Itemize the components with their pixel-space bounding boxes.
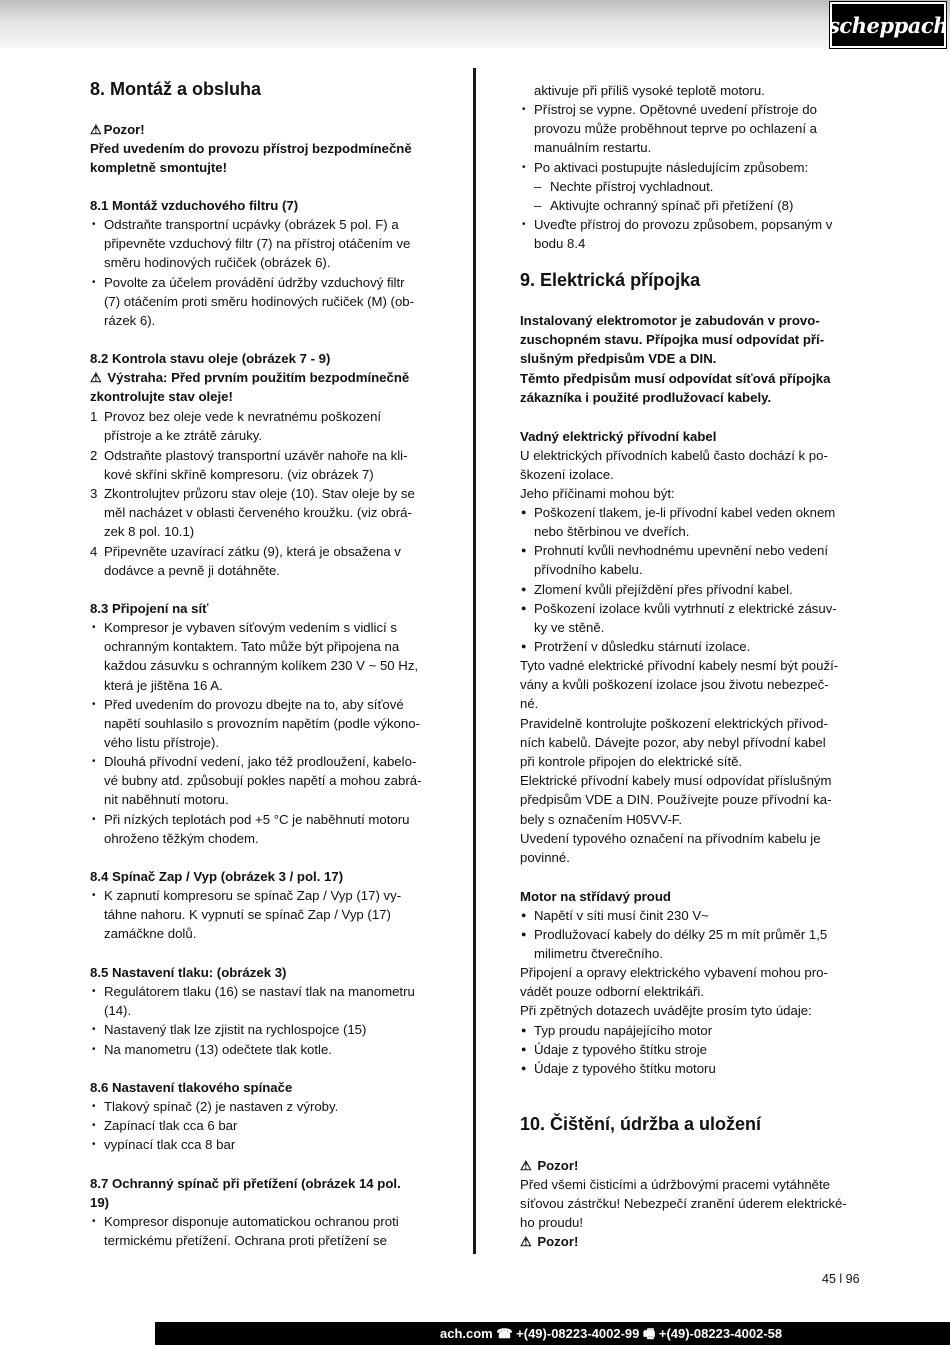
- defective-cable-notes: Tyto vadné elektrické přívodní kabely nesmí být použí- vány a kvůli poškození izolace jsou životu nebezpeč- né. Pravidelně kontrolujte poškození elektrických přívod- ních kabelů. Dávejte pozor, aby nebyl přívodní kabel při kontrole připojen do elektrické sítě. Elektrické přívodní kabely musí odpovídat příslušným předpisům VDE a DIN. Používejte pouze přívodní ka- bely s označením H05VV-F. Uvedení typového označení na přívodním kabelu je povinné.: [520, 658, 839, 866]
- warning-icon: ⚠: [520, 1158, 532, 1173]
- section-9-title: 9. Elektrická přípojka: [520, 270, 701, 290]
- warning-icon: ⚠: [90, 122, 102, 137]
- footer-bar: [0, 1322, 950, 1345]
- footer-blank: [0, 1322, 155, 1345]
- section-8-1-title: 8.1 Montáž vzduchového filtru (7): [90, 198, 299, 213]
- attention-text: Před uvedením do provozu přístroj bezpodmínečně kompletně smontujte!: [90, 141, 412, 176]
- section-8-2-title: 8.2 Kontrola stavu oleje (obrázek 7 - 9): [90, 351, 331, 366]
- section-8-6-bullet: • vypínací tlak cca 8 bar: [90, 1135, 430, 1154]
- ac-motor-item: ● Údaje z typového štítku stroje: [520, 1040, 845, 1059]
- overload-bullet: • Uveďte přístroj do provozu způsobem, popsaným v bodu 8.4: [520, 215, 845, 253]
- brand-logo: [830, 2, 946, 48]
- oil-step: 3 Zkontrolujtev průzoru stav oleje (10). Stav oleje by se měl nacházet v oblasti červeného kroužku. (viz obrá- zek 8 pol. 10.1): [90, 486, 415, 540]
- overload-dash-item: – Aktivujte ochranný spínač při přetížení (8): [520, 196, 845, 215]
- section-10-text: Před všemi čisticími a údržbovými pracemi vytáhněte síťovou zástrčku! Nebezpečí zranění úderem elektrické- ho proudu!: [520, 1177, 847, 1231]
- section-8-title: 8. Montáž a obsluha: [90, 79, 262, 99]
- ac-motor-text: Připojení a opravy elektrického vybavení mohou pro- vádět pouze odborní elektrikáři. Při zpětných dotazech uvádějte prosím tyto údaje:: [520, 965, 828, 1019]
- defective-cable-item: ● Prohnutí kvůli nevhodnému upevnění nebo vedení přívodního kabelu.: [520, 541, 845, 579]
- ac-motor-item: ● Prodlužovací kabely do délky 25 m mít průměr 1,5 milimetru čtverečního.: [520, 925, 845, 963]
- footer-contact: ach.com ☎ +(49)-08223-4002-99 🖷 +(49)-08223-4002-58: [440, 1326, 783, 1341]
- ac-motor-title: Motor na střídavý proud: [520, 889, 671, 904]
- section-8-3-bullet: • Při nízkých teplotách pod +5 °C je naběhnutí motoru ohroženo těžkým chodem.: [90, 810, 430, 848]
- defective-cable-item: ● Poškození tlakem, je-li přívodní kabel veden oknem nebo štěrbinou ve dveřích.: [520, 503, 845, 541]
- defective-cable-text: U elektrických přívodních kabelů často dochází k po- škození izolace. Jeho příčinami mohou být:: [520, 448, 828, 502]
- section-8-5-title: 8.5 Nastavení tlaku: (obrázek 3): [90, 965, 287, 980]
- section-10-attention-2: ⚠ Pozor!: [520, 1234, 579, 1249]
- section-8-3-bullet: • Před uvedením do provozu dbejte na to, aby síťové napětí souhlasilo s provozním napětím (podle výkono- vého listu přístroje).: [90, 695, 430, 753]
- oil-step: 4 Připevněte uzavírací zátku (9), která je obsažena v dodávce a pevně ji dotáhněte.: [90, 544, 401, 579]
- section-8-7-title: 8.7 Ochranný spínač při přetížení (obrázek 14 pol. 19): [90, 1176, 401, 1211]
- section-8-6-title: 8.6 Nastavení tlakového spínače: [90, 1080, 293, 1095]
- ac-motor-item: ● Napětí v síti musí činit 230 V~: [520, 906, 845, 925]
- section-8-1-bullet: • Odstraňte transportní ucpávky (obrázek 5 pol. F) a připevněte vzduchový filtr (7) na přístroj otáčením ve směru hodinových ručiček (obrázek 6).: [90, 215, 430, 273]
- section-8-1-bullet: • Povolte za účelem provádění údržby vzduchový filtr (7) otáčením proti směru hodinových ručiček (M) (ob- rázek 6).: [90, 273, 430, 331]
- section-8-5-bullet: • Nastavený tlak lze zjistit na rychlospojce (15): [90, 1020, 430, 1039]
- section-8-3-title: 8.3 Připojení na síť: [90, 601, 209, 616]
- warning-icon: ⚠: [520, 1234, 532, 1249]
- defective-cable-item: ● Poškození izolace kvůli vytrhnutí z elektrické zásuv- ky ve stěně.: [520, 599, 845, 637]
- defective-cable-title: Vadný elektrický přívodní kabel: [520, 429, 717, 444]
- defective-cable-item: ● Zlomení kvůli přejíždění přes přívodní kabel.: [520, 580, 845, 599]
- section-8-3-bullet: • Kompresor je vybaven síťovým vedením s vidlicí s ochranným kontaktem. Tato může být připojena na každou zásuvku s ochranným kolíkem 230 V ~ 50 Hz, která je jištěna 16 A.: [90, 618, 430, 695]
- warning-icon: ⚠: [90, 370, 102, 385]
- page-number: 45 l 96: [822, 1272, 860, 1286]
- oil-warning: ⚠ Výstraha: Před prvním použitím bezpodmínečně zkontrolujte stav oleje!: [90, 370, 410, 405]
- column-divider: [473, 68, 476, 1254]
- section-8-4-title: 8.4 Spínač Zap / Vyp (obrázek 3 / pol. 17): [90, 869, 344, 884]
- continued-text: aktivuje při příliš vysoké teplotě motoru.: [534, 83, 765, 98]
- attention-heading: ⚠ Pozor!: [90, 122, 145, 137]
- overload-bullet: • Po aktivaci postupujte následujícím způsobem:: [520, 158, 845, 177]
- overload-bullet: • Přístroj se vypne. Opětovné uvedení přístroje do provozu může proběhnout teprve po ochlazení a manuálním restartu.: [520, 100, 845, 158]
- section-10-attention: ⚠ Pozor!: [520, 1158, 579, 1173]
- oil-step: 2 Odstraňte plastový transportní uzávěr nahoře na kli- kové skříni skříně kompresoru. (viz obrázek 7): [90, 448, 408, 483]
- header-band: [0, 0, 950, 48]
- section-8-5-bullet: • Regulátorem tlaku (16) se nastaví tlak na manometru (14).: [90, 982, 430, 1020]
- section-8-6-bullet: • Tlakový spínač (2) je nastaven z výroby.: [90, 1097, 430, 1116]
- brand-logo-text: scheppach: [828, 12, 948, 38]
- section-10-title: 10. Čištění, údržba a uložení: [520, 1114, 762, 1134]
- section-9-intro: Instalovaný elektromotor je zabudován v provo- zuschopném stavu. Přípojka musí odpovídat pří- slušným předpisům VDE a DIN. Těmto předpisům musí odpovídat síťová přípojka zákazníka i použité prodlužovací kabely.: [520, 313, 831, 405]
- ac-motor-item: ● Typ proudu napájejícího motor: [520, 1021, 845, 1040]
- defective-cable-item: ● Protržení v důsledku stárnutí izolace.: [520, 637, 845, 656]
- section-8-3-bullet: • Dlouhá přívodní vedení, jako též prodloužení, kabelo- vé bubny atd. způsobují pokles napětí a mohou zabrá- nit naběhnutí motoru.: [90, 752, 430, 810]
- section-8-5-bullet: • Na manometru (13) odečtete tlak kotle.: [90, 1040, 430, 1059]
- section-8-4-bullet: • K zapnutí kompresoru se spínač Zap / Vyp (17) vy- táhne nahoru. K vypnutí se spínač Zap / Vyp (17) zamáčkne dolů.: [90, 886, 430, 944]
- oil-step: 1 Provoz bez oleje vede k nevratnému poškození přístroje a ke ztrátě záruky.: [90, 409, 382, 444]
- section-8-6-bullet: • Zapínací tlak cca 6 bar: [90, 1116, 430, 1135]
- overload-dash-item: – Nechte přístroj vychladnout.: [520, 177, 845, 196]
- ac-motor-item: ● Údaje z typového štítku motoru: [520, 1059, 845, 1078]
- section-8-7-bullet: • Kompresor disponuje automatickou ochranou proti termickému přetížení. Ochrana proti přetížení se: [90, 1212, 430, 1250]
